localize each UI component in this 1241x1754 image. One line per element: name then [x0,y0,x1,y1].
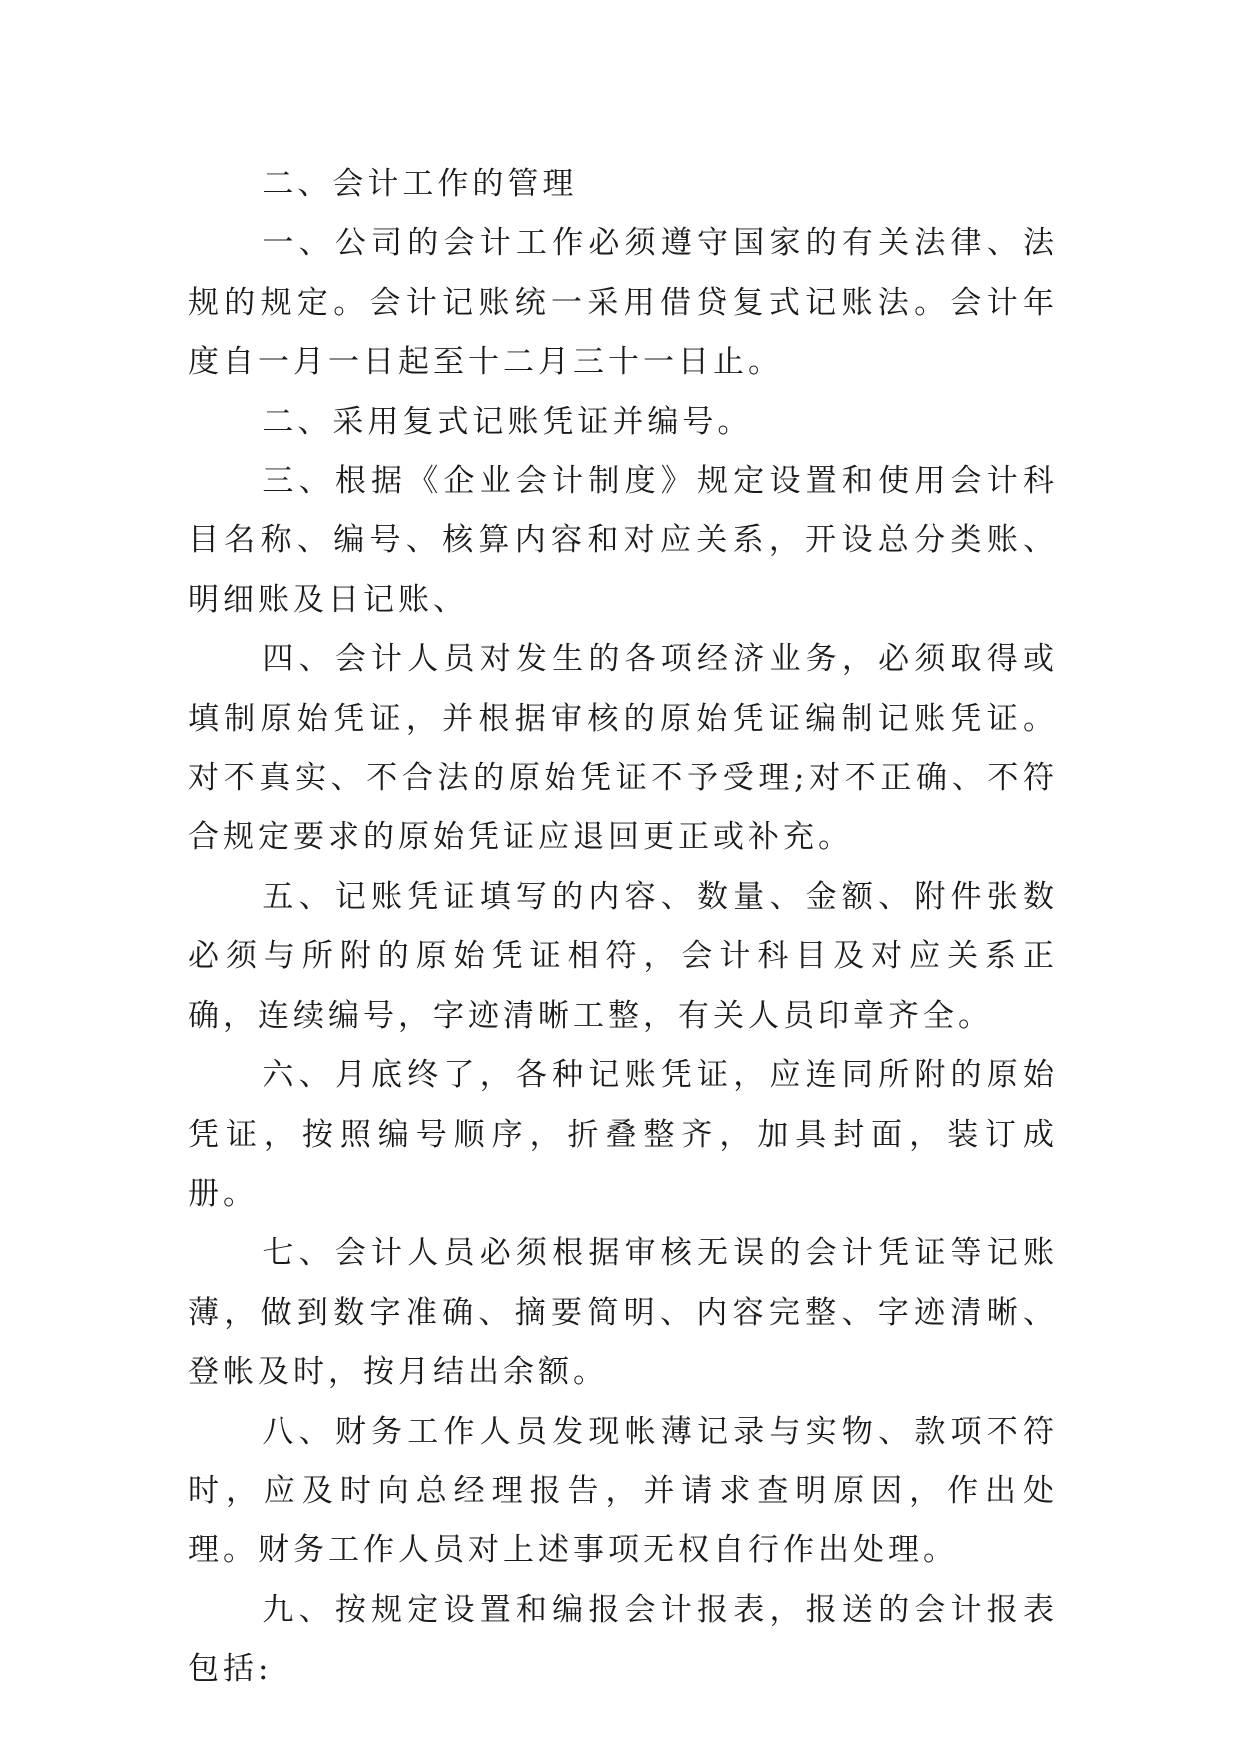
paragraph-1: 一、公司的会计工作必须遵守国家的有关法律、法规的规定。会计记账统一采用借贷复式记账法。会计年度自一月一日起至十二月三十一日止。 [188,225,1058,381]
section-heading: 二、会计工作的管理 [262,166,578,202]
paragraph-7: 七、会计人员必须根据审核无误的会计凭证等记账薄，做到数字准确、摘要简明、内容完整、字迹清晰、登帐及时，按月结出余额。 [188,1235,1058,1391]
paragraph-8: 八、财务工作人员发现帐薄记录与实物、款项不符时，应及时向总经理报告，并请求查明原因，作出处理。财务工作人员对上述事项无权自行作出处理。 [188,1413,1058,1569]
document-body [188,155,1058,1700]
paragraph-4: 四、会计人员对发生的各项经济业务，必须取得或填制原始凭证，并根据审核的原始凭证编制记账凭证。对不真实、不合法的原始凭证不予受理;对不正确、不符合规定要求的原始凭证应退回更正或补充。 [188,641,1058,856]
paragraph-3: 三、根据《企业会计制度》规定设置和使用会计科目名称、编号、核算内容和对应关系，开设总分类账、明细账及日记账、 [188,463,1058,618]
paragraph-5: 五、记账凭证填写的内容、数量、金额、附件张数必须与所附的原始凭证相符，会计科目及对应关系正确，连续编号，字迹清晰工整，有关人员印章齐全。 [188,878,1058,1034]
paragraph-2: 二、采用复式记账凭证并编号。 [262,403,753,440]
paragraph-9: 九、按规定设置和编报会计报表，报送的会计报表包括: [188,1591,1058,1688]
paragraph-6: 六、月底终了，各种记账凭证，应连同所附的原始凭证，按照编号顺序，折叠整齐，加具封面，装订成册。 [188,1057,1058,1212]
